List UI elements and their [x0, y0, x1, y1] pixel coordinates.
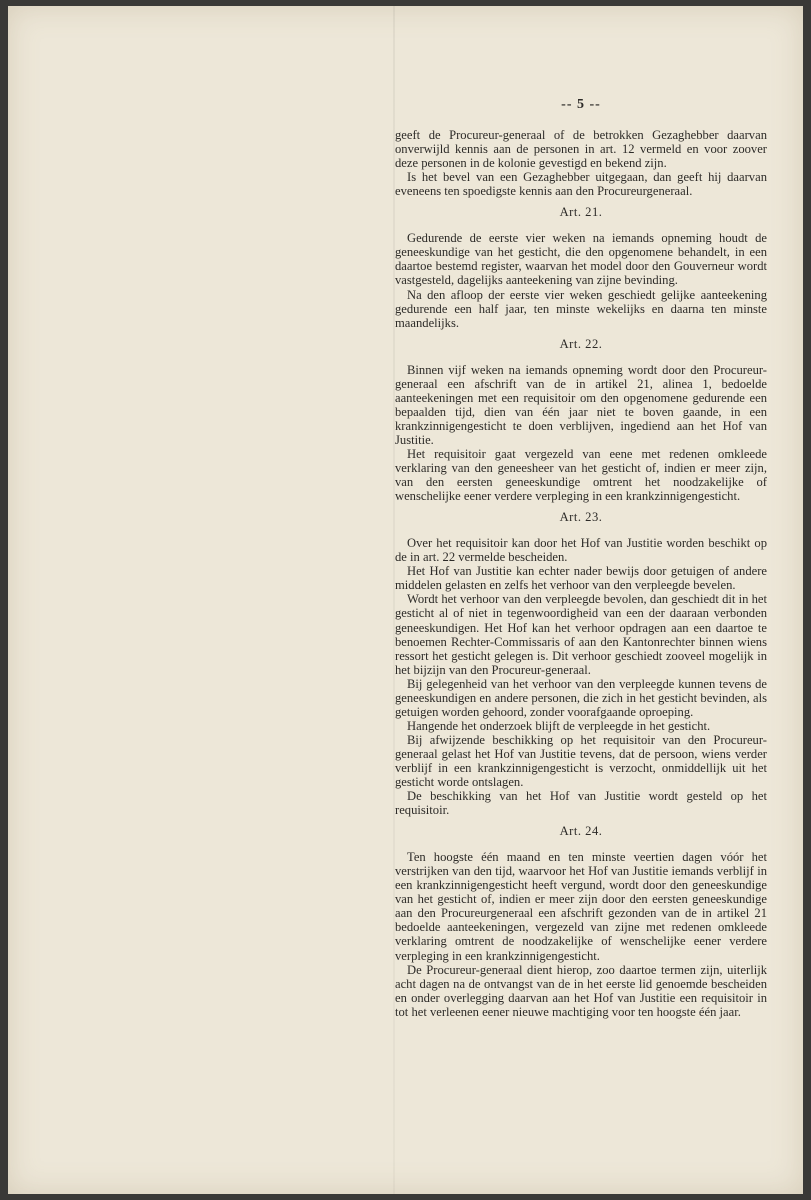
- text-column: [395, 98, 767, 1019]
- paragraph: Is het bevel van een Gezaghebber uitgegaan, dan geeft hij daarvan eveneens ten spoedigste kennis aan den Procureurgeneraal.: [395, 170, 767, 199]
- paragraph: Binnen vijf weken na iemands opneming wordt door den Procureur-generaal een afschrift van de in artikel 21, alinea 1, bedoelde aanteekeningen met een requisitoir om den opgenomene gedurende een bepaalden tijd, dien van één jaar niet te boven gaande, in een krankzinnigengesticht te doen verblijven, ingediend aan het Hof van Justitie.: [395, 362, 767, 447]
- paragraph: Het requisitoir gaat vergezeld van eene met redenen omkleede verklaring van den geneesheer van het gesticht of, indien er meer zijn, van den eersten geneeskundige omtrent het noodzakelijke of wenschelijke eener verdere verpleging in een krankzinnigengesticht.: [395, 446, 767, 504]
- paragraph: Gedurende de eerste vier weken na iemands opneming houdt de geneeskundige van het gesticht, die den opgenomene behandelt, in een daartoe bestemd register, waarvan het model door den Gouverneur wordt vastgesteld, dagelijks aanteekening van zijne bevinding.: [395, 231, 767, 288]
- article-heading: Art. 24.: [559, 824, 603, 839]
- paragraph: Hangende het onderzoek blijft de verpleegde in het gesticht.: [407, 718, 711, 733]
- paragraph: Het Hof van Justitie kan echter nader bewijs door getuigen of andere middelen gelasten en zelfs het verhoor van den verpleegde bevelen.: [395, 564, 767, 593]
- paragraph: Over het requisitoir kan door het Hof van Justitie worden beschikt op de in art. 22 vermelde bescheiden.: [395, 536, 767, 565]
- paragraph: Ten hoogste één maand en ten minste veertien dagen vóór het verstrijken van den tijd, waarvoor het Hof van Justitie iemands verblijf in een krankzinnigengesticht heeft vergund, wordt door den geneeskundige van het gesticht of, indien er meer zijn door den eersten geneeskundige aan den Procureurgeneraal een afschrift gezonden van de in artikel 21 bedoelde aanteekeningen, vergezeld van zijne met redenen omkleede verklaring omtrent de noodzakelijke of wenschelijke eener verdere verpleging in een krankzinnigengesticht.: [395, 850, 767, 963]
- paragraph: Bij gelegenheid van het verhoor van den verpleegde kunnen tevens de geneeskundigen en andere personen, die zich in het gesticht bevinden, als getuigen worden gehoord, zonder voorafgaande oproeping.: [395, 676, 767, 719]
- page-number: -- 5 --: [561, 97, 601, 112]
- paragraph: geeft de Procureur-generaal of de betrokken Gezaghebber daarvan onverwijld kennis aan de personen in art. 12 vermeld en voor zoover deze personen in de kolonie gevestigd en bekend zijn.: [395, 128, 767, 171]
- article-heading: Art. 21.: [559, 205, 603, 220]
- article-heading: Art. 23.: [559, 510, 603, 525]
- paragraph: De Procureur-generaal dient hierop, zoo daartoe termen zijn, uiterlijk acht dagen na de ontvangst van de in het eerste lid genoemde bescheiden en onder overlegging daarvan aan het Hof van Justitie een requisitoir in tot het verleenen eener nieuwe machtiging voor ten hoogste één jaar.: [395, 962, 767, 1019]
- paragraph: De beschikking van het Hof van Justitie wordt gesteld op het requisitoir.: [395, 789, 767, 818]
- article-heading: Art. 22.: [559, 336, 603, 351]
- paragraph: Bij afwijzende beschikking op het requisitoir van den Procureur-generaal gelast het Hof van Justitie tevens, dat de persoon, wiens verder verblijf in een krankzinnigengesticht is verzocht, onmiddellijk uit het gesticht worde ontslagen.: [395, 732, 767, 790]
- document-page: [8, 6, 803, 1194]
- paragraph: Wordt het verhoor van den verpleegde bevolen, dan geschiedt dit in het gesticht al of niet in tegenwoordigheid van een der daaraan verbonden geneeskundigen. Het Hof kan het verhoor opdragen aan een daartoe te benoemen Rechter-Commissaris of aan den Kantonrechter binnen wiens ressort het gesticht gelegen is. Dit verhoor geschiedt zooveel mogelijk in het bijzijn van den Procureur-generaal.: [395, 592, 767, 677]
- paragraph: Na den afloop der eerste vier weken geschiedt gelijke aanteekening gedurende een half jaar, ten minste wekelijks en daarna ten minste maandelijks.: [395, 287, 767, 330]
